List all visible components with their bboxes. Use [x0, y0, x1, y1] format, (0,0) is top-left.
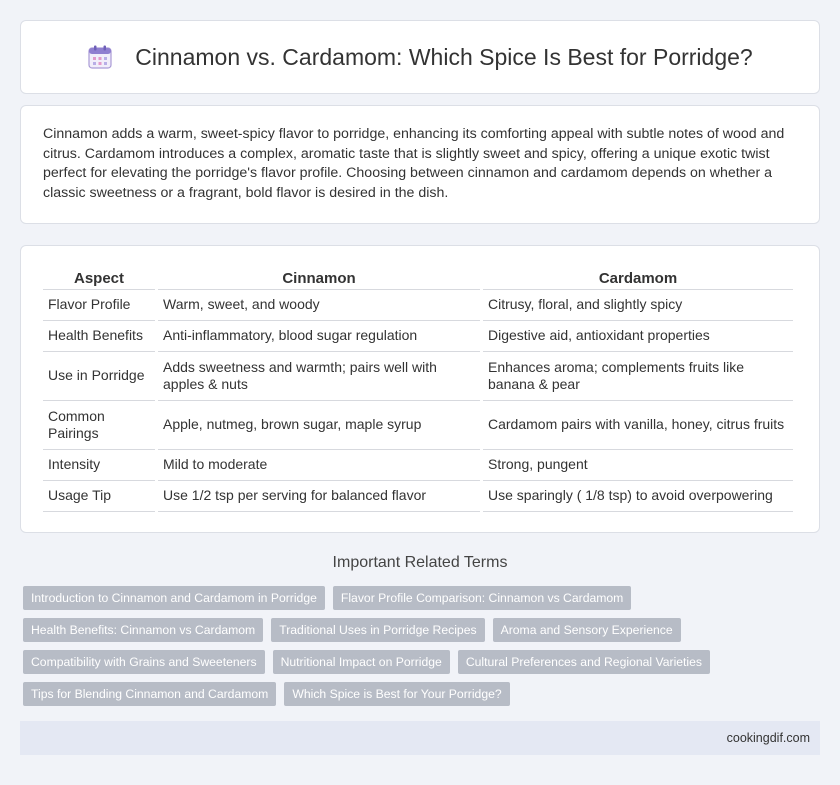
table-cell: Common Pairings: [43, 401, 155, 450]
related-term-tag[interactable]: Which Spice is Best for Your Porridge?: [284, 682, 509, 706]
comparison-table-card: [20, 245, 820, 533]
table-cell: Anti-inflammatory, blood sugar regulation: [158, 321, 480, 352]
table-row: [43, 321, 793, 352]
table-cell: Adds sweetness and warmth; pairs well with apples & nuts: [158, 352, 480, 401]
table-cell: Apple, nutmeg, brown sugar, maple syrup: [158, 401, 480, 450]
table-cell: Citrusy, floral, and slightly spicy: [483, 290, 793, 321]
related-terms-list: [23, 586, 823, 714]
related-term-tag[interactable]: Aroma and Sensory Experience: [493, 618, 681, 642]
related-term-tag[interactable]: Traditional Uses in Porridge Recipes: [271, 618, 484, 642]
table-cell: Strong, pungent: [483, 450, 793, 481]
footer: [20, 721, 820, 755]
table-row: [43, 450, 793, 481]
intro-card: [20, 105, 820, 224]
table-cell: Use sparingly ( 1/8 tsp) to avoid overpowering: [483, 481, 793, 512]
tag-row: [23, 682, 823, 706]
footer-site-link[interactable]: cookingdif.com: [726, 731, 810, 745]
table-cell: Use in Porridge: [43, 352, 155, 401]
table-row: [43, 352, 793, 401]
table-cell: Usage Tip: [43, 481, 155, 512]
table-row: [43, 290, 793, 321]
related-term-tag[interactable]: Nutritional Impact on Porridge: [273, 650, 450, 674]
comparison-table: [40, 262, 796, 512]
calendar-icon: [87, 44, 113, 70]
column-header: Cardamom: [483, 262, 793, 290]
related-terms-title: Important Related Terms: [332, 554, 508, 571]
table-cell: Digestive aid, antioxidant properties: [483, 321, 793, 352]
related-term-tag[interactable]: Introduction to Cinnamon and Cardamom in Porridge: [23, 586, 325, 610]
table-cell: Health Benefits: [43, 321, 155, 352]
related-term-tag[interactable]: Compatibility with Grains and Sweeteners: [23, 650, 265, 674]
table-row: [43, 401, 793, 450]
intro-text: Cinnamon adds a warm, sweet-spicy flavor to porridge, enhancing its comforting appeal with subtle notes of wood and citrus. Cardamom introduces a complex, aromatic taste that is slightly sweet and spicy, offering a unique exotic twist perfect for elevating the porridge's flavor profile. Choosing between cinnamon and cardamom depends on whether a classic sweetness or a fragrant, bold flavor is desired in the dish.: [43, 126, 785, 201]
table-cell: Mild to moderate: [158, 450, 480, 481]
related-term-tag[interactable]: Health Benefits: Cinnamon vs Cardamom: [23, 618, 263, 642]
tag-row: [23, 586, 823, 610]
tag-row: [23, 650, 823, 674]
related-term-tag[interactable]: Flavor Profile Comparison: Cinnamon vs Cardamom: [333, 586, 631, 610]
column-header: Cinnamon: [158, 262, 480, 290]
tag-row: [23, 618, 823, 642]
table-cell: Use 1/2 tsp per serving for balanced flavor: [158, 481, 480, 512]
column-header: Aspect: [43, 262, 155, 290]
header-card: [20, 20, 820, 94]
table-header-row: [43, 262, 793, 290]
related-term-tag[interactable]: Tips for Blending Cinnamon and Cardamom: [23, 682, 276, 706]
table-cell: Intensity: [43, 450, 155, 481]
table-cell: Warm, sweet, and woody: [158, 290, 480, 321]
page-title: Cinnamon vs. Cardamom: Which Spice Is Best for Porridge?: [135, 43, 753, 70]
related-term-tag[interactable]: Cultural Preferences and Regional Varieties: [458, 650, 710, 674]
table-cell: Cardamom pairs with vanilla, honey, citrus fruits: [483, 401, 793, 450]
table-row: [43, 481, 793, 512]
table-cell: Flavor Profile: [43, 290, 155, 321]
table-cell: Enhances aroma; complements fruits like banana & pear: [483, 352, 793, 401]
